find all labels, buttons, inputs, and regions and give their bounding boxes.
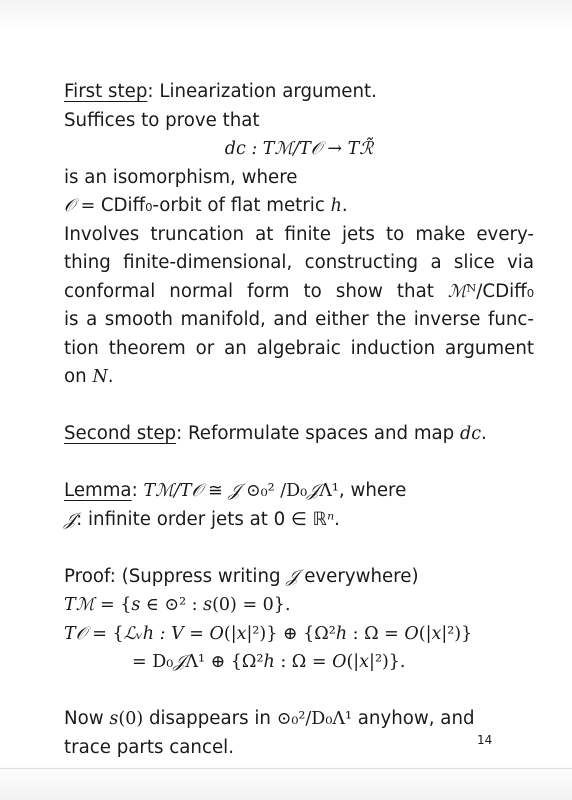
- text-fragment: everywhere): [298, 565, 419, 587]
- underlined-heading: Second step: [64, 423, 177, 444]
- math-fragment: ℳ: [447, 281, 467, 302]
- math-fragment: ⁿ: [327, 509, 335, 530]
- text-fragment: : Linearization argument.: [147, 81, 377, 102]
- text-fragment: is an isomorphism, where: [64, 166, 298, 188]
- math-fragment: : Ω =: [347, 623, 405, 644]
- text-fragment: thing finite-dimensional, constructing a slice via: [64, 252, 534, 273]
- text-fragment: Proof: (Suppress writing: [64, 565, 287, 587]
- text-fragment: :: [131, 480, 144, 501]
- text-line: [64, 335, 534, 364]
- math-fragment: : Ω =: [274, 652, 333, 672]
- math-fragment: = {: [94, 595, 132, 615]
- math-fragment: (0): [118, 709, 144, 729]
- text-line: [64, 107, 534, 136]
- text-fragment: trace parts cancel.: [64, 736, 234, 758]
- text-line: [64, 620, 534, 649]
- text-fragment: on: [64, 366, 93, 387]
- text-line: [64, 563, 534, 592]
- text-fragment: Now: [64, 708, 110, 729]
- text-fragment: .: [107, 366, 114, 387]
- text-fragment: disappears in: [143, 708, 277, 729]
- math-fragment: = D₀: [132, 652, 174, 672]
- text-line: [64, 78, 534, 107]
- text-line: [64, 306, 534, 335]
- text-line: [64, 164, 534, 193]
- math-fragment: ᵥh : V: [136, 623, 184, 644]
- math-fragment: O: [332, 652, 347, 672]
- math-fragment: x: [236, 623, 247, 644]
- text-fragment: conformal normal form to show that: [64, 280, 448, 302]
- text-line: [64, 278, 534, 307]
- text-line: [64, 705, 534, 734]
- text-fragment: : infinite order jets at 0 ∈ ℝ: [76, 508, 328, 530]
- math-fragment: =: [75, 196, 101, 216]
- math-fragment: (|: [418, 623, 432, 644]
- text-line: [64, 420, 534, 449]
- math-fragment: ℳ: [75, 595, 95, 615]
- math-fragment: 𝒥: [307, 481, 320, 501]
- math-fragment: = {: [86, 623, 124, 644]
- math-fragment: x: [359, 652, 370, 672]
- text-fragment: .: [481, 423, 487, 444]
- blank-line: [64, 534, 534, 563]
- math-fragment: 𝒥: [64, 509, 77, 530]
- math-fragment: 𝒪: [191, 481, 203, 501]
- math-fragment: dc: [460, 424, 482, 444]
- slide-body: [64, 78, 534, 762]
- math-fragment: =: [183, 623, 210, 644]
- math-fragment: ℳ: [155, 481, 174, 501]
- math-fragment: T: [64, 623, 76, 644]
- text-fragment: anyhow, and: [352, 708, 475, 729]
- math-fragment: (|: [346, 652, 360, 672]
- math-fragment: /T: [293, 139, 311, 159]
- text-line: [64, 249, 534, 278]
- math-fragment: s: [131, 595, 141, 615]
- text-fragment: is a smooth manifold, and either the inverse func-: [64, 309, 534, 330]
- math-fragment: h: [263, 652, 275, 672]
- math-fragment: ⊙₀² /D₀: [240, 481, 308, 501]
- text-line: [64, 192, 534, 221]
- math-fragment: ℛ̃: [359, 139, 374, 159]
- blank-line: [64, 392, 534, 421]
- text-line: [64, 648, 534, 677]
- text-fragment: .: [334, 508, 340, 530]
- math-fragment: dc : T: [224, 139, 275, 159]
- blank-line: [64, 677, 534, 706]
- math-fragment: 𝒥: [286, 566, 299, 587]
- text-line: [64, 477, 534, 506]
- page-number: 14: [477, 733, 493, 747]
- text-fragment: .: [341, 195, 348, 216]
- underlined-heading: Lemma: [64, 480, 132, 501]
- math-fragment: N: [92, 367, 108, 387]
- text-fragment: /CDiff₀: [476, 280, 534, 302]
- text-line: [64, 135, 534, 164]
- math-fragment: |²)} ⊕ {Ω²: [246, 623, 336, 644]
- math-fragment: s: [109, 709, 119, 729]
- math-fragment: (|: [223, 623, 237, 644]
- math-fragment: ℳ: [274, 139, 294, 159]
- math-fragment: x: [431, 623, 442, 644]
- math-fragment: |²)}.: [369, 652, 406, 672]
- math-fragment: 𝒥: [228, 481, 241, 501]
- text-line: [64, 734, 534, 763]
- math-fragment: ≅: [202, 481, 229, 501]
- underlined-heading: First step: [64, 81, 148, 102]
- text-fragment: Suffices to prove that: [64, 109, 260, 131]
- math-fragment: T: [64, 595, 76, 615]
- text-fragment: , where: [338, 480, 407, 501]
- math-fragment: |²)}: [441, 623, 473, 644]
- text-fragment: tion theorem or an algebraic induction argument: [64, 337, 534, 359]
- math-fragment: s: [203, 595, 213, 615]
- math-fragment: ℒ: [123, 623, 137, 644]
- text-line: [64, 221, 534, 250]
- math-fragment: ᴺ: [466, 281, 477, 302]
- text-line: [64, 363, 534, 392]
- math-fragment: O: [209, 623, 224, 644]
- math-fragment: ⊙₀²/D₀Λ¹: [276, 709, 352, 729]
- text-fragment: CDiff₀-orbit of flat metric: [100, 195, 331, 216]
- text-line: [64, 506, 534, 535]
- text-line: [64, 591, 534, 620]
- text-fragment: : Reformulate spaces and map: [176, 423, 461, 444]
- math-fragment: 𝒪: [64, 196, 76, 216]
- math-fragment: → T: [321, 139, 360, 159]
- math-fragment: 𝒪: [310, 139, 322, 159]
- math-fragment: /T: [173, 481, 192, 501]
- math-fragment: h: [335, 623, 348, 644]
- math-fragment: Λ¹ ⊕ {Ω²: [185, 652, 264, 672]
- math-fragment: T: [143, 481, 156, 501]
- math-fragment: O: [404, 623, 419, 644]
- math-fragment: 𝒪: [75, 623, 87, 644]
- math-fragment: ∈ ⊙² :: [140, 595, 204, 615]
- math-fragment: Λ¹: [319, 481, 339, 501]
- math-fragment: 𝒥: [173, 652, 186, 672]
- math-fragment: h: [330, 196, 342, 216]
- bottom-divider: [0, 768, 572, 769]
- math-fragment: (0) = 0}.: [212, 595, 291, 615]
- text-fragment: Involves truncation at finite jets to make every-: [64, 223, 534, 245]
- blank-line: [64, 449, 534, 478]
